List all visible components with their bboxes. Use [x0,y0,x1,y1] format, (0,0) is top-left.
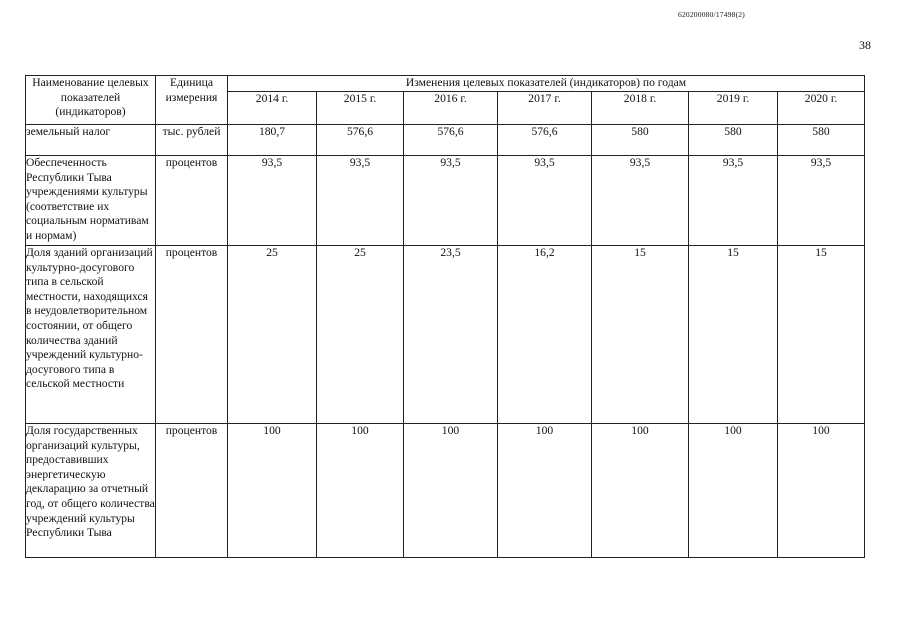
year-header: 2020 г. [778,92,865,125]
value-cell: 576,6 [404,125,498,156]
year-header: 2017 г. [498,92,592,125]
value-cell: 180,7 [228,125,317,156]
indicator-unit: процентов [156,246,228,424]
indicators-table [25,75,865,558]
year-header: 2019 г. [689,92,778,125]
value-cell: 580 [778,125,865,156]
value-cell: 23,5 [404,246,498,424]
table-row [26,156,865,246]
value-cell: 100 [689,424,778,558]
value-cell: 580 [592,125,689,156]
value-cell: 25 [317,246,404,424]
value-cell: 93,5 [689,156,778,246]
value-cell: 100 [592,424,689,558]
value-cell: 100 [778,424,865,558]
table-row [26,246,865,424]
indicator-name: Доля зданий организаций культурно-досугового типа в сельской местности, находящихся в неудовлетворительном состоянии, от общего количества зданий учреждений культурно-досугового типа в сельской местности [26,246,156,424]
value-cell: 580 [689,125,778,156]
value-cell: 100 [404,424,498,558]
value-cell: 576,6 [317,125,404,156]
header-name-column: Наименование целевых показателей (индикаторов) [26,76,156,125]
value-cell: 93,5 [592,156,689,246]
value-cell: 15 [778,246,865,424]
value-cell: 16,2 [498,246,592,424]
indicator-name: Доля государственных организаций культуры, предоставивших энергетическую декларацию за отчетный год, от общего количества учреждений культуры Республики Тыва [26,424,156,558]
value-cell: 93,5 [498,156,592,246]
year-header: 2015 г. [317,92,404,125]
document-id: 620200080/17498(2) [678,10,745,19]
year-header: 2016 г. [404,92,498,125]
value-cell: 25 [228,246,317,424]
value-cell: 15 [689,246,778,424]
indicator-unit: тыс. рублей [156,125,228,156]
page-number: 38 [859,38,871,52]
indicator-unit: процентов [156,424,228,558]
year-header: 2014 г. [228,92,317,125]
indicator-unit: процентов [156,156,228,246]
header-unit-column: Единица измерения [156,76,228,125]
value-cell: 93,5 [317,156,404,246]
year-header: 2018 г. [592,92,689,125]
table-row [26,125,865,156]
value-cell: 93,5 [778,156,865,246]
value-cell: 576,6 [498,125,592,156]
value-cell: 100 [317,424,404,558]
value-cell: 15 [592,246,689,424]
indicator-name: Обеспеченность Республики Тыва учреждениями культуры (соответствие их социальным нормативам и нормам) [26,156,156,246]
header-row-group [26,76,865,92]
value-cell: 93,5 [404,156,498,246]
value-cell: 100 [498,424,592,558]
table-row [26,424,865,558]
indicator-name: земельный налог [26,125,156,156]
value-cell: 93,5 [228,156,317,246]
header-years-group: Изменения целевых показателей (индикаторов) по годам [228,76,865,92]
value-cell: 100 [228,424,317,558]
